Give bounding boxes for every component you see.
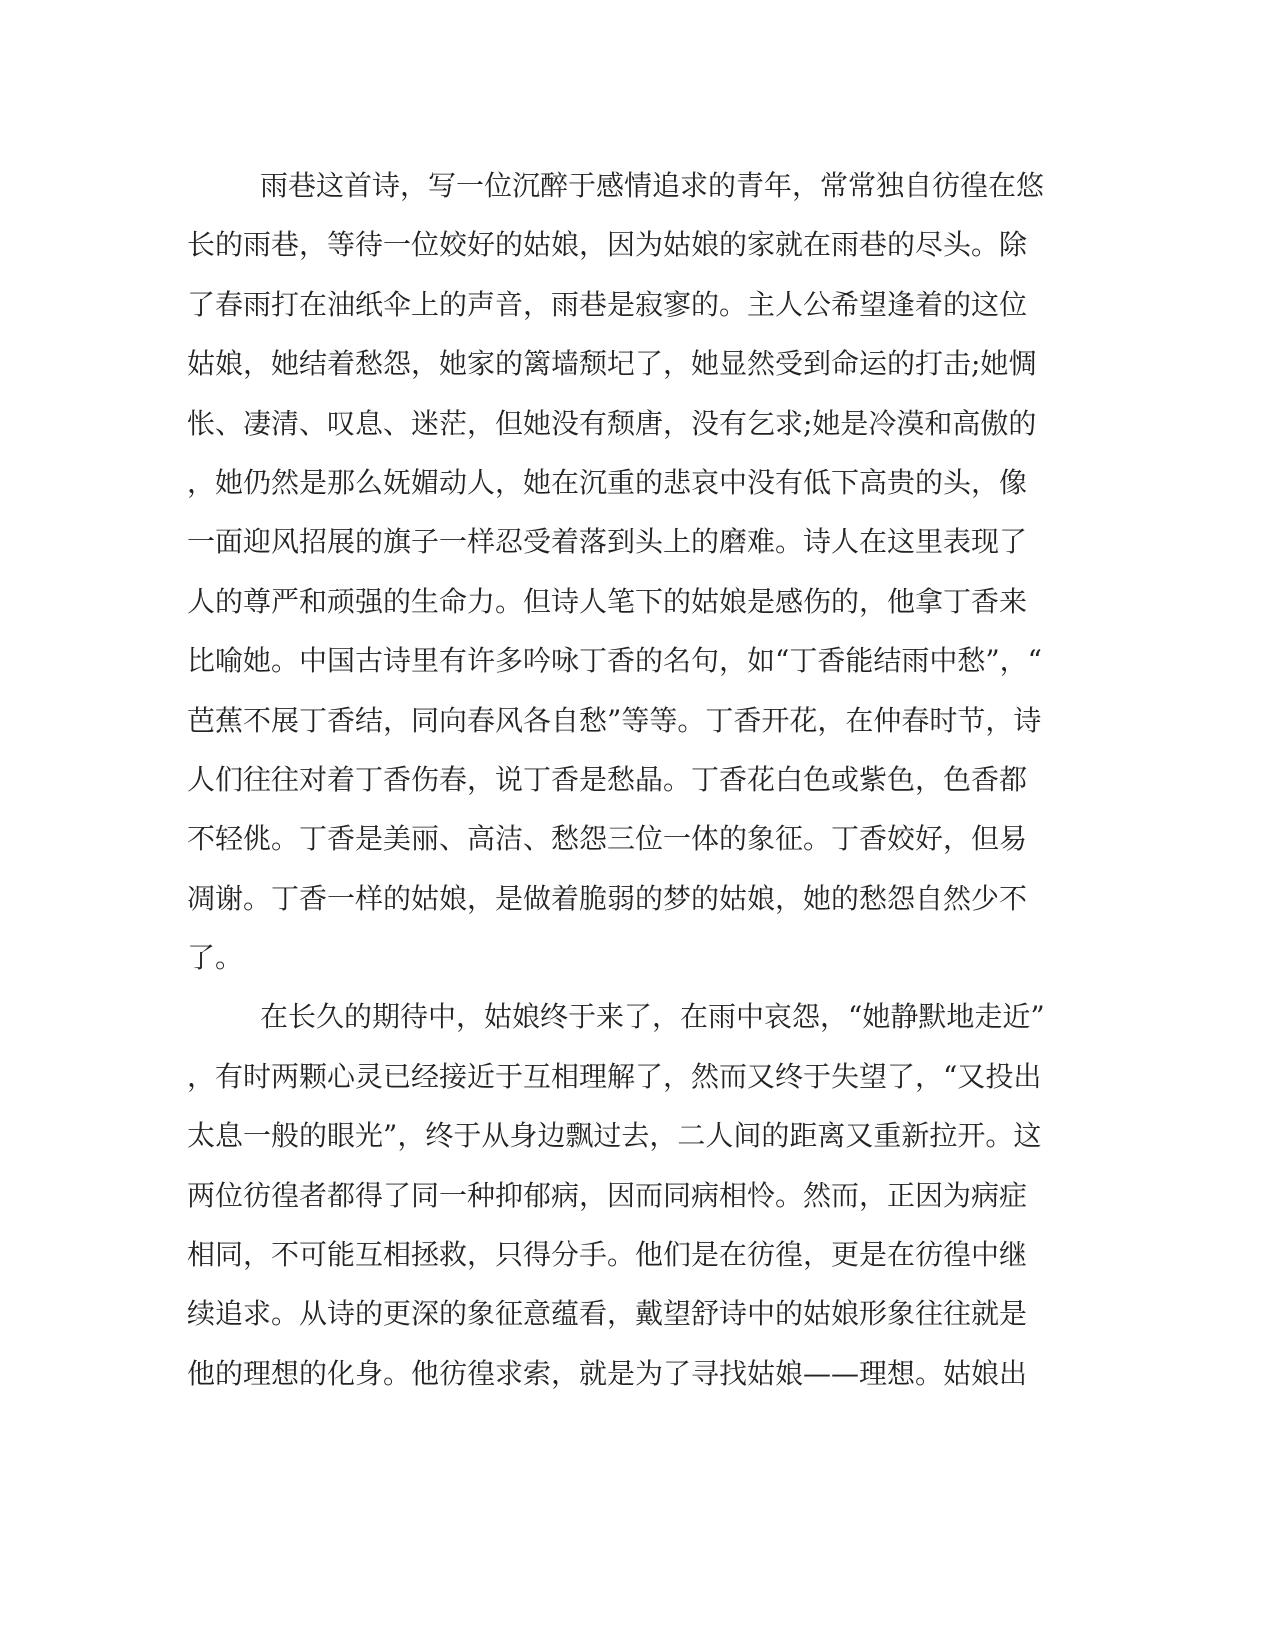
text-line: 两位彷徨者都得了同一种抑郁病，因而同病相怜。然而，正因为病症 [187,1178,1028,1212]
text-line: 他的理想的化身。他彷徨求索，就是为了寻找姑娘——理想。姑娘出 [187,1356,1028,1390]
text-line: 一面迎风招展的旗子一样忍受着落到头上的磨难。诗人在这里表现了 [187,525,1028,559]
text-line: ，她仍然是那么妩媚动人，她在沉重的悲哀中没有低下高贵的头，像 [187,465,1028,499]
text-line: 人的尊严和顽强的生命力。但诗人笔下的姑娘是感伤的，他拿丁香来 [187,584,1028,618]
text-line: 凋谢。丁香一样的姑娘，是做着脆弱的梦的姑娘，她的愁怨自然少不 [187,881,1028,915]
text-line: 相同，不可能互相拯救，只得分手。他们是在彷徨，更是在彷徨中继 [187,1238,1028,1272]
text-line: ，有时两颗心灵已经接近于互相理解了，然而又终于失望了，“又投出 [187,1059,1042,1093]
text-line: 了。 [187,941,244,975]
text-line: 了春雨打在油纸伞上的声音，雨巷是寂寥的。主人公希望逢着的这位 [187,287,1028,321]
paragraph-2 [187,987,1067,1403]
text-line: 长的雨巷，等待一位姣好的姑娘，因为姑娘的家就在雨巷的尽头。除 [187,228,1028,262]
text-line: 太息一般的眼光”，终于从身边飘过去，二人间的距离又重新拉开。这 [187,1119,1042,1153]
text-line: 姑娘，她结着愁怨，她家的篱墙颓圮了，她显然受到命运的打击;她惆 [187,347,1037,381]
document-body [187,156,1067,1403]
text-line: 续追求。从诗的更深的象征意蕴看，戴望舒诗中的姑娘形象往往就是 [187,1297,1028,1331]
text-line: 不轻佻。丁香是美丽、高洁、愁怨三位一体的象征。丁香姣好，但易 [187,822,1028,856]
text-line: 在长久的期待中，姑娘终于来了，在雨中哀怨，“她静默地走近” [260,1000,1045,1034]
paragraph-1 [187,156,1067,987]
text-line: 雨巷这首诗，写一位沉醉于感情追求的青年，常常独自彷徨在悠 [260,169,1045,202]
text-line: 人们往往对着丁香伤春，说丁香是愁晶。丁香花白色或紫色，色香都 [187,762,1028,796]
text-line: 芭蕉不展丁香结，同向春风各自愁”等等。丁香开花，在仲春时节，诗 [187,703,1042,737]
text-line: 怅、凄清、叹息、迷茫，但她没有颓唐，没有乞求;她是冷漠和高傲的 [187,406,1037,440]
text-line: 比喻她。中国古诗里有许多吟咏丁香的名句，如“丁香能结雨中愁”，“ [187,644,1042,678]
